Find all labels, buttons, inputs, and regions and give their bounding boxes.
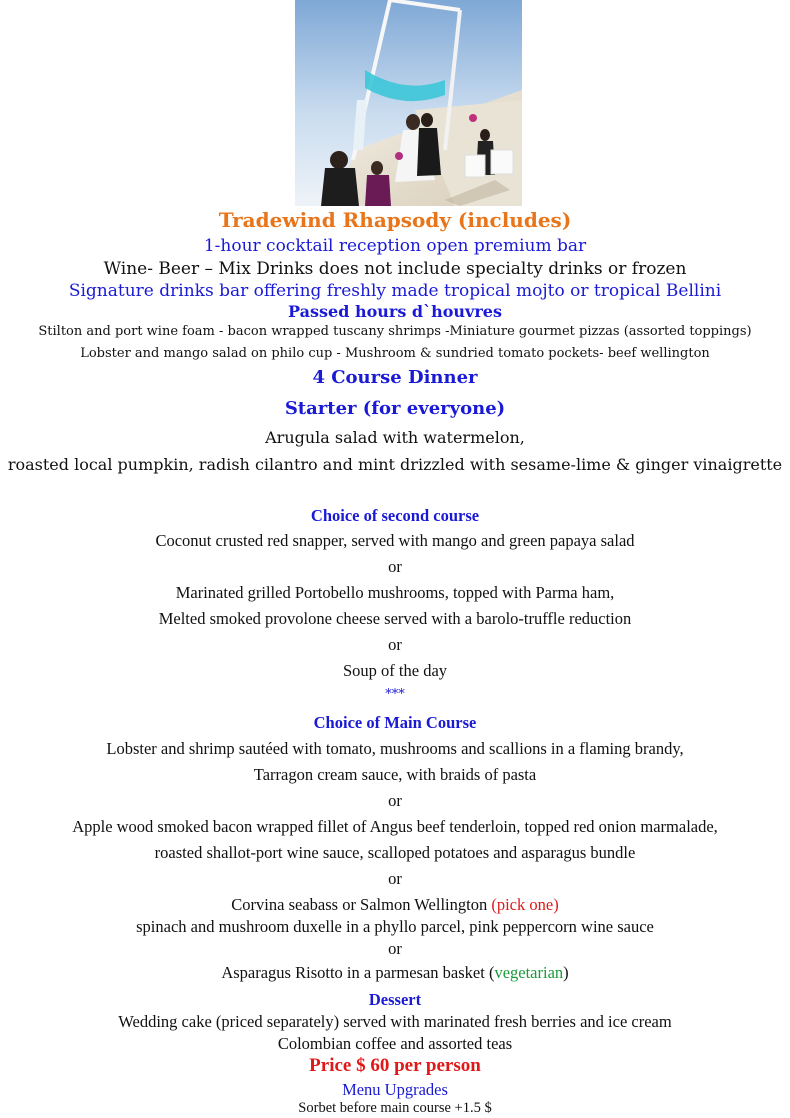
dessert-line-2: Colombian coffee and assorted teas	[277, 1034, 513, 1053]
second-course-option-3: Soup of the day	[342, 661, 448, 680]
package-title: Tradewind Rhapsody (includes)	[218, 208, 572, 232]
starter-line-1: Arugula salad with watermelon,	[265, 428, 525, 447]
second-course-or-1: or	[388, 557, 402, 576]
main-course-option-1-line-2: Tarragon cream sauce, with braids of pasta	[253, 765, 537, 784]
hors-doeuvres-heading: Passed hours d`houvres	[288, 302, 502, 321]
starter-line-2: roasted local pumpkin, radish cilantro and mint drizzled with sesame-lime & ginger vinaigrette	[7, 455, 783, 474]
second-course-or-2: or	[388, 635, 402, 654]
second-course-option-2-line-1: Marinated grilled Portobello mushrooms, topped with Parma ham,	[175, 583, 615, 602]
price-per-person: Price $ 60 per person	[309, 1055, 481, 1076]
bar-drinks-note: Wine- Beer – Mix Drinks does not include specialty drinks or frozen	[103, 259, 687, 279]
main-course-heading: Choice of Main Course	[313, 713, 477, 732]
main-course-option-4	[0, 963, 790, 983]
pick-one-note: (pick one)	[491, 895, 559, 914]
main-course-option-4-close: )	[563, 963, 569, 982]
wedding-photo	[295, 0, 522, 206]
hors-doeuvres-line-1: Stilton and port wine foam - bacon wrapped tuscany shrimps -Miniature gourmet pizzas (assorted toppings)	[38, 324, 752, 339]
main-course-option-4-text: Asparagus Risotto in a parmesan basket (	[221, 963, 495, 982]
vegetarian-note: vegetarian	[494, 963, 564, 982]
dessert-line-1: Wedding cake (priced separately) served with marinated fresh berries and ice cream	[118, 1012, 672, 1031]
main-course-or-2: or	[388, 869, 402, 888]
hors-doeuvres-line-2: Lobster and mango salad on philo cup - Mushroom & sundried tomato pockets- beef wellington	[80, 346, 710, 361]
main-course-option-2-line-2: roasted shallot-port wine sauce, scalloped potatoes and asparagus bundle	[154, 843, 636, 862]
upgrade-sorbet: Sorbet before main course +1.5 $	[298, 1100, 492, 1116]
signature-drinks: Signature drinks bar offering freshly made tropical mojto or tropical Bellini	[68, 281, 722, 301]
second-course-option-2-line-2: Melted smoked provolone cheese served with a barolo-truffle reduction	[158, 609, 632, 628]
cocktail-reception: 1-hour cocktail reception open premium bar	[203, 236, 587, 256]
dinner-heading: 4 Course Dinner	[312, 367, 478, 388]
main-course-option-3-text: Corvina seabass or Salmon Wellington	[231, 895, 492, 914]
main-course-option-3-line-2: spinach and mushroom duxelle in a phyllo parcel, pink peppercorn wine sauce	[136, 917, 654, 936]
dessert-heading: Dessert	[368, 990, 422, 1009]
second-course-option-1: Coconut crusted red snapper, served with mango and green papaya salad	[155, 531, 635, 550]
starter-heading: Starter (for everyone)	[284, 398, 506, 419]
main-course-or-3: or	[388, 939, 402, 958]
main-course-or-1: or	[388, 791, 402, 810]
second-course-heading: Choice of second course	[310, 506, 480, 525]
main-course-option-1-line-1: Lobster and shrimp sautéed with tomato, mushrooms and scallions in a flaming brandy,	[106, 739, 684, 758]
main-course-option-2-line-1: Apple wood smoked bacon wrapped fillet of Angus beef tenderloin, topped red onion marmalade,	[72, 817, 718, 836]
course-separator: ***	[385, 687, 405, 702]
main-course-option-3	[0, 895, 790, 915]
beach-wedding-image	[295, 0, 522, 206]
menu-upgrades-heading: Menu Upgrades	[342, 1080, 448, 1099]
